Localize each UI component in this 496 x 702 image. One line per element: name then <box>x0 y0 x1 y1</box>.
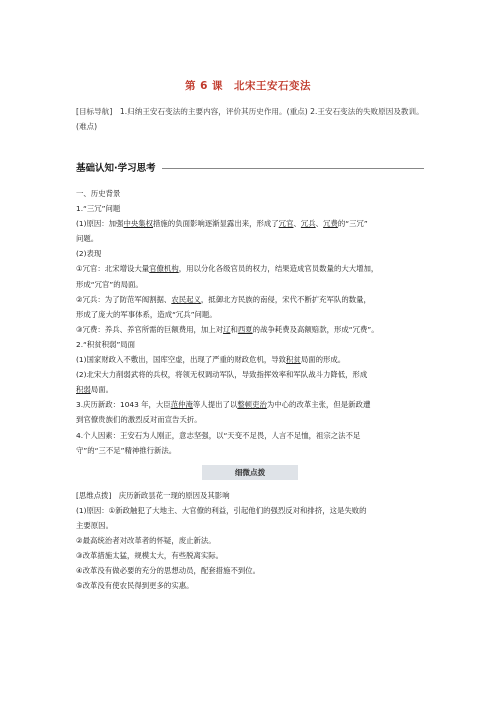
underlined-keyword: 积弱 <box>76 385 91 395</box>
text-segment: 守”的“三不足”精神推行新法。 <box>76 445 177 455</box>
text-segment: 和 <box>230 324 238 334</box>
text-segment: ，用以分化各级官员的权力，结果造成官员数量的大大增加， <box>178 264 379 274</box>
text-line <box>76 578 424 593</box>
page-title: 第 6 课 北宋王安石变法 <box>184 80 312 92</box>
text-line <box>76 307 424 322</box>
text-segment: ②冗兵：为了防范军阀割据、 <box>76 294 172 304</box>
underlined-keyword: 官僚机构 <box>149 264 179 274</box>
text-segment: 局面的形成。 <box>300 355 346 365</box>
text-line <box>76 563 424 578</box>
text-segment: 一、历史背景 <box>76 189 121 198</box>
underlined-keyword: 范仲淹 <box>170 400 193 410</box>
text-line <box>76 443 424 458</box>
text-line <box>76 382 424 397</box>
text-segment: 局面。 <box>90 385 113 395</box>
text-line <box>76 231 424 246</box>
text-line <box>76 367 424 382</box>
text-segment: 1.“三冗”问题 <box>76 204 121 214</box>
text-segment: 2.“积贫积弱”局面 <box>76 339 136 349</box>
text-line <box>76 352 424 367</box>
text-segment: (1)原因：①新政触犯了大地主、大官僚的利益，引起他们的强烈反对和排挤，这是失败的 <box>76 505 367 515</box>
text-line <box>76 337 424 352</box>
text-segment: 4.个人因素：王安石为人刚正，意志坚强，以“天变不足畏，人言不足恤，祖宗之法不足 <box>76 430 361 440</box>
text-segment: [思维点拨] 庆历新政昙花一现的原因及其影响 <box>76 490 230 500</box>
text-segment: 的战争耗费及高额赔款，形成“冗费”。 <box>252 324 379 334</box>
text-segment: 等人提出了以 <box>192 400 238 410</box>
text-line <box>76 322 424 337</box>
text-segment: (1)国家财政入不敷出，国库空虚，出现了严重的财政危机，导致 <box>76 355 287 365</box>
underlined-keyword: 辽 <box>223 324 231 334</box>
learning-goals: [目标导航] 1.归纳王安石变法的主要内容，评价其历史作用。(重点) 2.王安石变法的失败原因及教训。(难点) <box>76 107 424 131</box>
document-body <box>76 186 424 593</box>
text-segment: (1)原因：加强 <box>76 219 124 229</box>
tip-box-label: 细微点拨 <box>202 465 298 480</box>
text-segment: 主要原因。 <box>76 520 113 530</box>
section-heading <box>76 160 424 176</box>
underlined-keyword: 冗官 <box>278 219 294 229</box>
text-line <box>76 412 424 427</box>
text-segment: (2)北宋大力削弱武将的兵权，将领无权调动军队，导致指挥效率和军队战斗力降低，形成 <box>76 370 368 380</box>
text-segment: ①冗官：北宋增设大量 <box>76 264 150 274</box>
text-line <box>76 201 424 216</box>
text-segment: 到官僚贵族们的激烈反对而宣告夭折。 <box>76 415 202 425</box>
tip-box-heading <box>76 462 424 486</box>
underlined-keyword: 冗费 <box>323 219 338 229</box>
text-line <box>76 428 424 443</box>
text-line <box>76 518 424 533</box>
text-segment: ④改革没有做必要的充分的思想动员，配套措施不到位。 <box>76 566 261 576</box>
text-line <box>76 216 424 231</box>
text-segment: 为中心的改革主张，但是新政遭 <box>266 400 371 410</box>
text-line <box>76 261 424 276</box>
text-segment: (2)表现 <box>76 249 102 259</box>
text-segment: 措施的负面影响逐渐显露出来，形成了 <box>153 219 279 229</box>
text-line <box>76 503 424 518</box>
text-line <box>76 397 424 412</box>
text-line <box>76 246 424 261</box>
text-segment: ③冗费：养兵、养官所需的巨额费用，加上对 <box>76 324 224 334</box>
text-segment: ⑤改革没有使农民得到更多的实惠。 <box>76 581 194 591</box>
text-segment: 、 <box>293 219 301 229</box>
text-segment: ③改革措施太猛，规模太大，有些脱离实际。 <box>76 551 224 561</box>
text-line <box>76 533 424 548</box>
text-segment: 3.庆历新政：1043 年，大臣 <box>76 400 171 410</box>
text-segment: 形成“冗官”的局面。 <box>76 279 143 289</box>
text-segment: 形成了庞大的军事体系，造成“冗兵”问题。 <box>76 309 217 319</box>
underlined-keyword: 冗兵 <box>300 219 316 229</box>
text-segment: 问题。 <box>76 234 99 244</box>
text-segment: ②最高统治者对改革者的怀疑，废止新法。 <box>76 535 216 545</box>
text-line <box>76 548 424 563</box>
text-line <box>76 186 424 201</box>
text-segment: ，抵御北方民族的南侵，宋代不断扩充军队的数量， <box>200 294 371 304</box>
underlined-keyword: 农民起义 <box>171 294 201 304</box>
text-line <box>76 488 424 503</box>
underlined-keyword: 中央集权 <box>123 219 154 229</box>
underlined-keyword: 整顿吏治 <box>237 400 267 410</box>
underlined-keyword: 西夏 <box>237 324 253 334</box>
underlined-keyword: 积贫 <box>286 355 301 365</box>
text-line <box>76 277 424 292</box>
text-line <box>76 292 424 307</box>
text-segment: 、 <box>315 219 324 229</box>
section-heading-label: 基础认知·学习思考 <box>76 160 162 174</box>
text-segment: 的“三冗” <box>337 219 368 229</box>
